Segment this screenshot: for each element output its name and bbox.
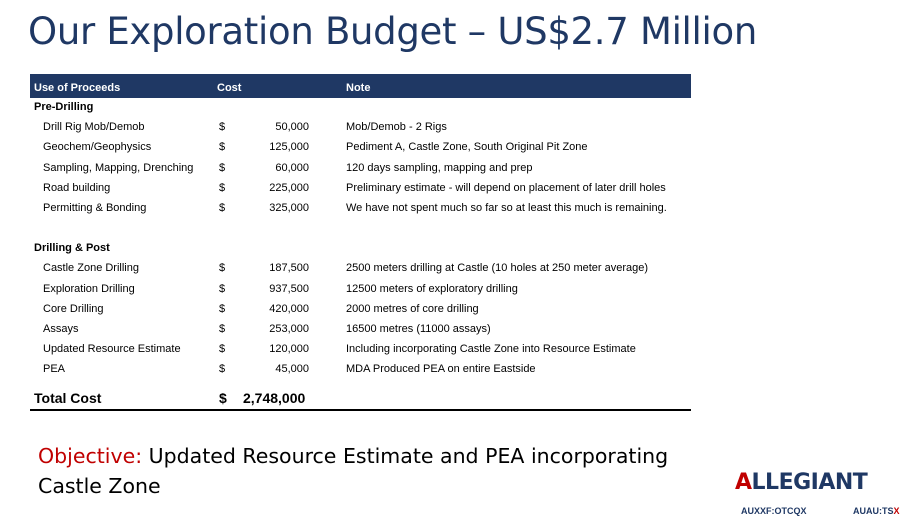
row-note: Including incorporating Castle Zone into Resource Estimate (346, 343, 636, 356)
item-label: Sampling, Mapping, Drenching (43, 161, 194, 174)
total-row (30, 389, 691, 411)
cost-amount: 225,000 (269, 181, 309, 194)
row-note: 2000 metres of core drilling (346, 302, 479, 315)
item-label: PEA (43, 363, 66, 376)
table-row (30, 320, 691, 340)
allegiant-logo (735, 470, 903, 521)
row-note: 12500 meters of exploratory drilling (346, 282, 518, 295)
ticker-tsx-x: X (893, 506, 900, 516)
logo-wordmark-rest: LLEGIANT (751, 470, 868, 495)
row-note: Mob/Demob - 2 Rigs (346, 121, 447, 134)
logo-accent-letter: A (735, 470, 752, 495)
section-heading: Drilling & Post (34, 242, 110, 255)
row-note: 16500 metres (11000 assays) (346, 322, 491, 335)
currency-symbol: $ (219, 201, 226, 214)
table-row (30, 159, 691, 179)
cost-amount: 253,000 (269, 322, 309, 335)
item-label: Permitting & Bonding (43, 201, 147, 214)
budget-table (30, 74, 691, 411)
row-note: Preliminary estimate - will depend on placement of later drill holes (346, 181, 666, 194)
table-row (30, 179, 691, 199)
cost-amount: 120,000 (269, 343, 309, 356)
table-row (30, 360, 691, 380)
cost-amount: 420,000 (269, 302, 309, 315)
table-header-row (30, 74, 691, 98)
item-label: Core Drilling (43, 302, 104, 315)
currency-symbol: $ (219, 141, 226, 154)
row-note: 120 days sampling, mapping and prep (346, 161, 533, 174)
ticker-tsx (853, 506, 900, 516)
currency-symbol: $ (219, 181, 226, 194)
ticker-tsx-prefix: AUAU:TS (853, 506, 894, 516)
row-note: MDA Produced PEA on entire Eastside (346, 363, 536, 376)
item-label: Castle Zone Drilling (43, 262, 139, 275)
cost-amount: 187,500 (269, 262, 309, 275)
row-note: Pediment A, Castle Zone, South Original Pit Zone (346, 141, 588, 154)
cost-amount: 125,000 (269, 141, 309, 154)
cost-amount: 45,000 (275, 363, 309, 376)
currency-symbol: $ (219, 322, 226, 335)
cost-amount: 60,000 (275, 161, 309, 174)
item-label: Geochem/Geophysics (43, 141, 152, 154)
section-spacer (30, 219, 691, 239)
section-heading-row (30, 98, 691, 118)
currency-symbol: $ (219, 302, 226, 315)
total-currency-symbol: $ (219, 390, 227, 407)
item-label: Road building (43, 181, 111, 194)
objective-statement (38, 441, 678, 501)
row-note: 2500 meters drilling at Castle (10 holes at 250 meter average) (346, 262, 649, 275)
section-heading: Pre-Drilling (34, 101, 94, 113)
table-row (30, 280, 691, 300)
total-label: Total Cost (34, 390, 102, 407)
section-heading-row (30, 239, 691, 259)
table-row (30, 199, 691, 219)
logo-wordmark (735, 470, 867, 495)
cost-amount: 937,500 (269, 282, 309, 295)
table-row (30, 138, 691, 158)
item-label: Drill Rig Mob/Demob (43, 121, 145, 134)
cost-amount: 325,000 (269, 201, 309, 214)
row-note: We have not spent much so far so at least this much is remaining. (346, 201, 667, 214)
objective-label: Objective: (38, 444, 143, 468)
item-label: Exploration Drilling (43, 282, 135, 295)
page-title: Our Exploration Budget – US$2.7 Million (28, 10, 757, 53)
header-cost: Cost (217, 82, 242, 94)
currency-symbol: $ (219, 363, 226, 376)
currency-symbol: $ (219, 343, 226, 356)
table-row (30, 118, 691, 138)
total-amount: 2,748,000 (243, 390, 306, 407)
table-row (30, 340, 691, 360)
table-row (30, 300, 691, 320)
item-label: Updated Resource Estimate (43, 343, 181, 356)
cost-amount: 50,000 (275, 121, 309, 134)
table-row (30, 259, 691, 279)
objective-text: Updated Resource Estimate and PEA incorporating Castle Zone (38, 444, 669, 498)
ticker-otcqx: AUXXF:OTCQX (741, 506, 807, 516)
item-label: Assays (43, 322, 79, 335)
currency-symbol: $ (219, 262, 226, 275)
header-use-of-proceeds: Use of Proceeds (34, 82, 121, 94)
currency-symbol: $ (219, 161, 226, 174)
currency-symbol: $ (219, 282, 226, 295)
header-note: Note (346, 82, 371, 94)
currency-symbol: $ (219, 121, 226, 134)
